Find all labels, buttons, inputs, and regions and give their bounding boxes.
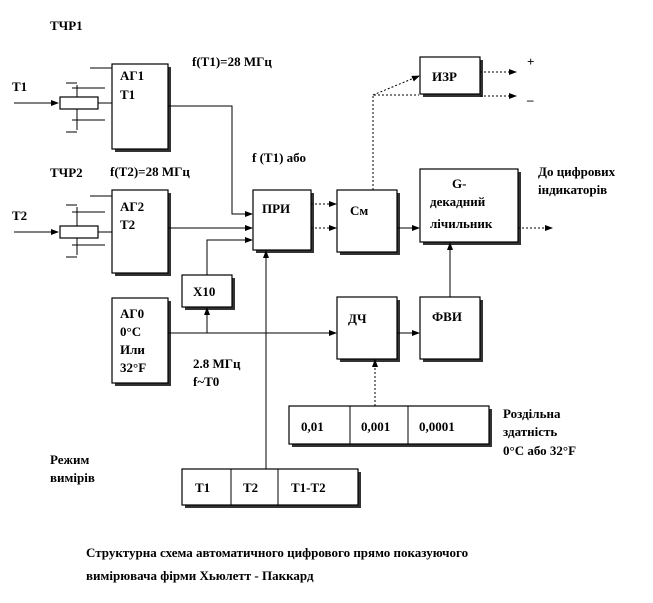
dch-label: ДЧ xyxy=(348,311,367,326)
freq-t1-label: f(T1)=28 МГц xyxy=(192,54,272,69)
crystal-resonator-1 xyxy=(60,68,112,132)
block-pri xyxy=(253,190,314,253)
mode-label-line2: вимірів xyxy=(50,470,95,485)
plus-output-label: + xyxy=(527,54,535,69)
crystal-resonator-2 xyxy=(60,196,112,257)
counter-line3: лічильник xyxy=(430,216,493,231)
resolution-label-line3: 0°С або 32°F xyxy=(503,443,577,458)
resolution-label-line1: Роздільна xyxy=(503,406,561,421)
mode-option-2: Т2 xyxy=(243,480,259,495)
block-dch xyxy=(337,297,400,362)
block-sm xyxy=(337,190,400,255)
mode-option-3: Т1-Т2 xyxy=(291,480,326,495)
label-tchr1: ТЧР1 xyxy=(50,18,83,33)
sm-label: См xyxy=(350,203,369,218)
x10-label: Х10 xyxy=(193,284,216,299)
output-label-line1: До цифрових xyxy=(538,164,616,179)
resolution-option-1: 0,01 xyxy=(301,419,324,434)
label-tchr2: ТЧР2 xyxy=(50,165,83,180)
caption-line2: вимірювача фірми Хьюлетт - Паккард xyxy=(86,568,314,583)
caption-line1: Структурна схема автоматичного цифрового прямо показуючого xyxy=(86,545,469,560)
freq-t1-or-label: f (T1) або xyxy=(252,150,306,165)
counter-line2: декадний xyxy=(430,194,486,209)
mode-label-line1: Режим xyxy=(50,452,90,467)
resolution-option-3: 0,0001 xyxy=(419,419,455,434)
resolution-option-2: 0,001 xyxy=(361,419,391,434)
label-t2-input: Т2 xyxy=(12,208,28,223)
ag2-line2: Т2 xyxy=(120,217,136,232)
ag0-line1: АГ0 xyxy=(120,306,145,321)
output-label-line2: індикаторів xyxy=(538,182,608,197)
freq-t2-label: f(T2)=28 МГц xyxy=(110,164,190,179)
ag1-line2: Т1 xyxy=(120,87,136,102)
resolution-label-line2: здатність xyxy=(503,424,558,439)
fvi-label: ФВИ xyxy=(432,309,462,324)
label-t1-input: Т1 xyxy=(12,79,28,94)
counter-line1: G- xyxy=(452,176,467,191)
ag2-line1: АГ2 xyxy=(120,199,145,214)
ag0-line4: 32°F xyxy=(120,360,147,375)
block-fvi xyxy=(420,297,483,362)
freq-ag0-line2: f~T0 xyxy=(193,374,220,389)
pri-label: ПРИ xyxy=(262,201,291,216)
ag1-line1: АГ1 xyxy=(120,68,145,83)
minus-output-label: – xyxy=(527,92,534,107)
ag0-line2: 0°С xyxy=(120,324,142,339)
ag0-line3: Или xyxy=(120,342,145,357)
freq-ag0-line1: 2.8 МГц xyxy=(193,356,241,371)
mode-option-1: Т1 xyxy=(195,480,211,495)
izr-label: ИЗР xyxy=(432,69,457,84)
